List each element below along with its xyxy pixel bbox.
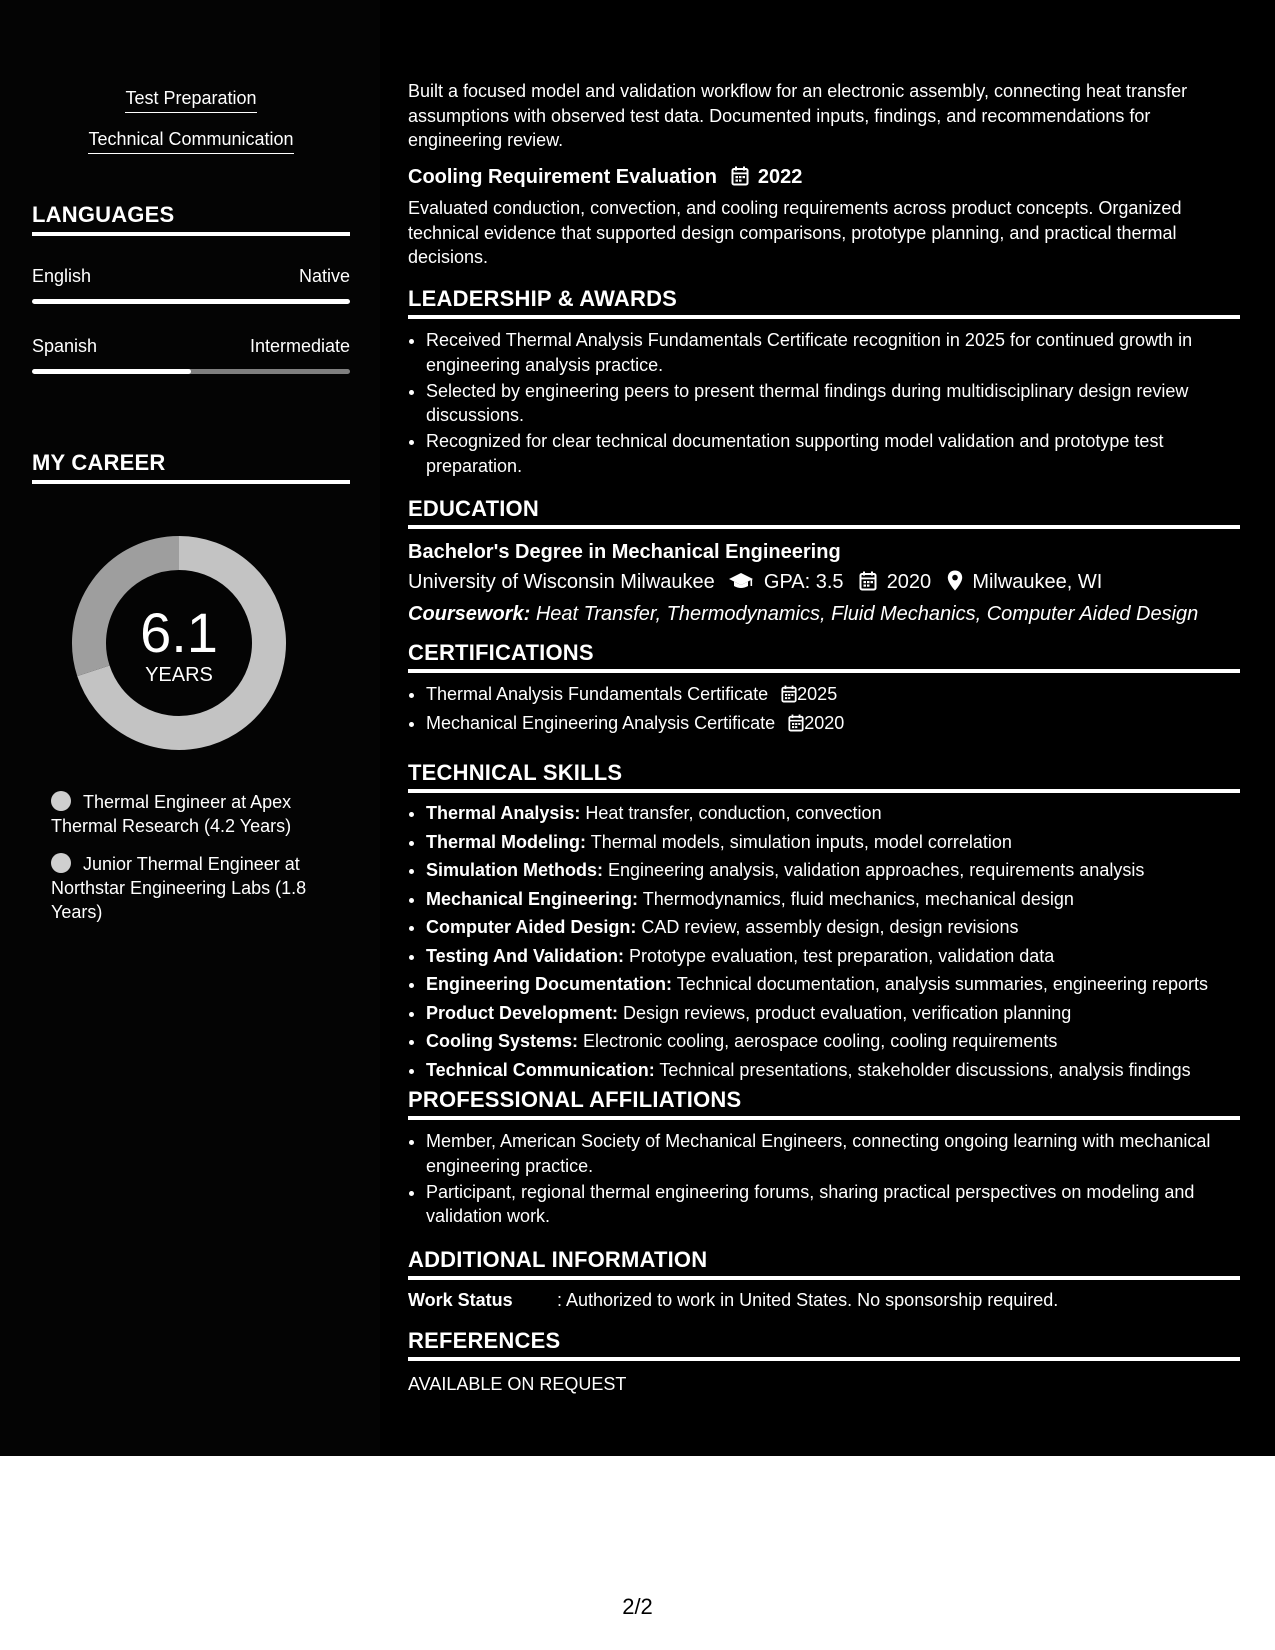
skill-label: Computer Aided Design: xyxy=(426,917,637,937)
skill-text: Thermal models, simulation inputs, model correlation xyxy=(590,831,1012,852)
certification-name: Mechanical Engineering Analysis Certificate xyxy=(426,713,776,733)
references-text: AVAILABLE ON REQUEST xyxy=(408,1374,627,1394)
location-pin-icon xyxy=(947,570,963,597)
language-level: Intermediate xyxy=(249,336,350,356)
skill-item xyxy=(426,1028,1240,1055)
skill-text: Prototype evaluation, test preparation, validation data xyxy=(629,945,1055,966)
skill-text: Engineering analysis, validation approaches, requirements analysis xyxy=(608,860,1145,880)
project-detail: Evaluated conduction, convection, and cooling requirements across product concepts. Organized technical evidence that supported design comparisons, prototype planning, and practical thermal decisions. xyxy=(408,198,1182,267)
skill-text: Technical documentation, analysis summaries, engineering reports xyxy=(676,974,1208,994)
list-item: • Recognized for clear technical documentation supporting model validation and prototype test preparation. xyxy=(426,429,1240,478)
skill-text: Thermodynamics, fluid mechanics, mechanical design xyxy=(642,888,1074,909)
calendar-icon xyxy=(781,685,797,710)
list-item: • Received Thermal Analysis Fundamentals Certificate recognition in 2025 for continued growth in engineering analysis practice. xyxy=(426,328,1240,377)
career-donut-chart xyxy=(66,530,292,756)
skill-text: Heat transfer, conduction, convection xyxy=(585,803,882,823)
language-proficiency-fill xyxy=(32,369,191,374)
certifications-list xyxy=(408,682,1240,740)
skill-item xyxy=(426,914,1240,941)
sidebar xyxy=(0,0,380,1456)
school-location: Milwaukee, WI xyxy=(972,571,1103,593)
section-heading-additional-information: ADDITIONAL INFORMATION xyxy=(408,1247,1240,1280)
skill-item xyxy=(426,857,1240,884)
project-year: 2022 xyxy=(757,166,803,188)
language-name: English xyxy=(32,266,92,286)
list-item: • Selected by engineering peers to present thermal findings during multidisciplinary design review discussions. xyxy=(426,379,1240,428)
skill-text: Electronic cooling, aerospace cooling, cooling requirements xyxy=(583,1031,1058,1051)
work-status-row xyxy=(408,1288,1240,1313)
work-status-label: Work Status xyxy=(408,1290,513,1310)
degree-title: Bachelor's Degree in Mechanical Engineering xyxy=(408,541,841,563)
page-number: 2/2 xyxy=(622,1594,653,1619)
list-item: • Participant, regional thermal engineering forums, sharing practical perspectives on modeling and validation work. xyxy=(426,1180,1240,1229)
skill-item xyxy=(426,1057,1240,1084)
skill-label: Thermal Modeling: xyxy=(426,831,587,852)
section-heading-education: EDUCATION xyxy=(408,496,1240,529)
career-item-text: Junior Thermal Engineer at Northstar Engineering Labs (1.8 Years) xyxy=(51,854,307,922)
career-item xyxy=(51,790,341,838)
project-description: Built a focused model and validation workflow for an electronic assembly, connecting heat transfer assumptions with observed test data. Documented inputs, findings, and recommendations for engineering review. xyxy=(408,81,1188,150)
calendar-icon xyxy=(731,166,749,191)
skill-label: Simulation Methods: xyxy=(426,860,603,880)
career-legend-dot xyxy=(51,791,71,811)
skill-item xyxy=(426,1000,1240,1027)
skill-text: CAD review, assembly design, design revisions xyxy=(641,917,1019,937)
skill-item xyxy=(426,971,1240,998)
skill-item xyxy=(426,800,1240,827)
skill-item xyxy=(426,829,1240,856)
affiliations-list xyxy=(408,1129,1240,1230)
language-proficiency-fill xyxy=(32,299,350,304)
list-item xyxy=(426,711,1240,739)
certification-name: Thermal Analysis Fundamentals Certificate xyxy=(426,684,769,704)
language-proficiency-bar xyxy=(32,299,350,304)
project-title: Cooling Requirement Evaluation xyxy=(408,166,717,188)
career-heading: MY CAREER xyxy=(32,450,350,484)
career-legend-dot xyxy=(51,853,71,873)
project-header xyxy=(408,166,1240,191)
skill-text: Technical presentations, stakeholder discussions, analysis findings xyxy=(659,1059,1191,1080)
education-entry xyxy=(408,541,1240,626)
school-name: University of Wisconsin Milwaukee xyxy=(408,571,715,593)
coursework xyxy=(408,603,1240,626)
skill-label: Engineering Documentation: xyxy=(426,974,673,994)
graduation-cap-icon xyxy=(728,571,754,597)
skill-text: Design reviews, product evaluation, verification planning xyxy=(623,1002,1072,1023)
interest-links xyxy=(32,88,350,170)
skill-item xyxy=(426,886,1240,913)
career-item-text: Thermal Engineer at Apex Thermal Research (4.2 Years) xyxy=(51,792,292,836)
career-years-label: YEARS xyxy=(145,664,213,686)
skill-label: Testing And Validation: xyxy=(426,945,624,966)
section-heading-affiliations: PROFESSIONAL AFFILIATIONS xyxy=(408,1087,1240,1120)
section-heading-certifications: CERTIFICATIONS xyxy=(408,640,1240,673)
languages-heading: LANGUAGES xyxy=(32,202,350,236)
graduation-year: 2020 xyxy=(886,571,932,593)
section-heading-leadership: LEADERSHIP & AWARDS xyxy=(408,286,1240,319)
section-heading-technical-skills: TECHNICAL SKILLS xyxy=(408,760,1240,793)
education-details xyxy=(408,570,1240,597)
skill-label: Mechanical Engineering: xyxy=(426,888,639,909)
list-item xyxy=(426,682,1240,710)
career-item xyxy=(51,852,341,924)
certification-year: 2025 xyxy=(797,684,838,704)
coursework-label: Coursework: xyxy=(408,603,531,625)
skill-label: Cooling Systems: xyxy=(426,1031,579,1051)
language-name: Spanish xyxy=(32,336,98,356)
calendar-icon xyxy=(788,714,804,739)
skill-label: Thermal Analysis: xyxy=(426,803,581,823)
link-technical-communication[interactable]: Technical Communication xyxy=(88,129,293,154)
calendar-icon xyxy=(859,571,877,597)
language-level: Native xyxy=(298,266,350,286)
leadership-list xyxy=(408,328,1240,480)
gpa: GPA: 3.5 xyxy=(763,571,844,593)
skill-item xyxy=(426,943,1240,970)
skill-label: Technical Communication: xyxy=(426,1059,655,1080)
language-proficiency-bar xyxy=(32,369,350,374)
skills-list xyxy=(408,800,1240,1085)
list-item: • Member, American Society of Mechanical Engineers, connecting ongoing learning with mechanical engineering practice. xyxy=(426,1129,1240,1178)
career-total-years: 6.1 xyxy=(140,601,218,664)
skill-label: Product Development: xyxy=(426,1002,619,1023)
certification-year: 2020 xyxy=(804,713,845,733)
section-heading-references: REFERENCES xyxy=(408,1328,1240,1361)
work-status-value: : Authorized to work in United States. No sponsorship required. xyxy=(557,1290,1059,1310)
coursework-list: Heat Transfer, Thermodynamics, Fluid Mechanics, Computer Aided Design xyxy=(535,603,1199,625)
link-test-preparation[interactable]: Test Preparation xyxy=(125,88,256,113)
